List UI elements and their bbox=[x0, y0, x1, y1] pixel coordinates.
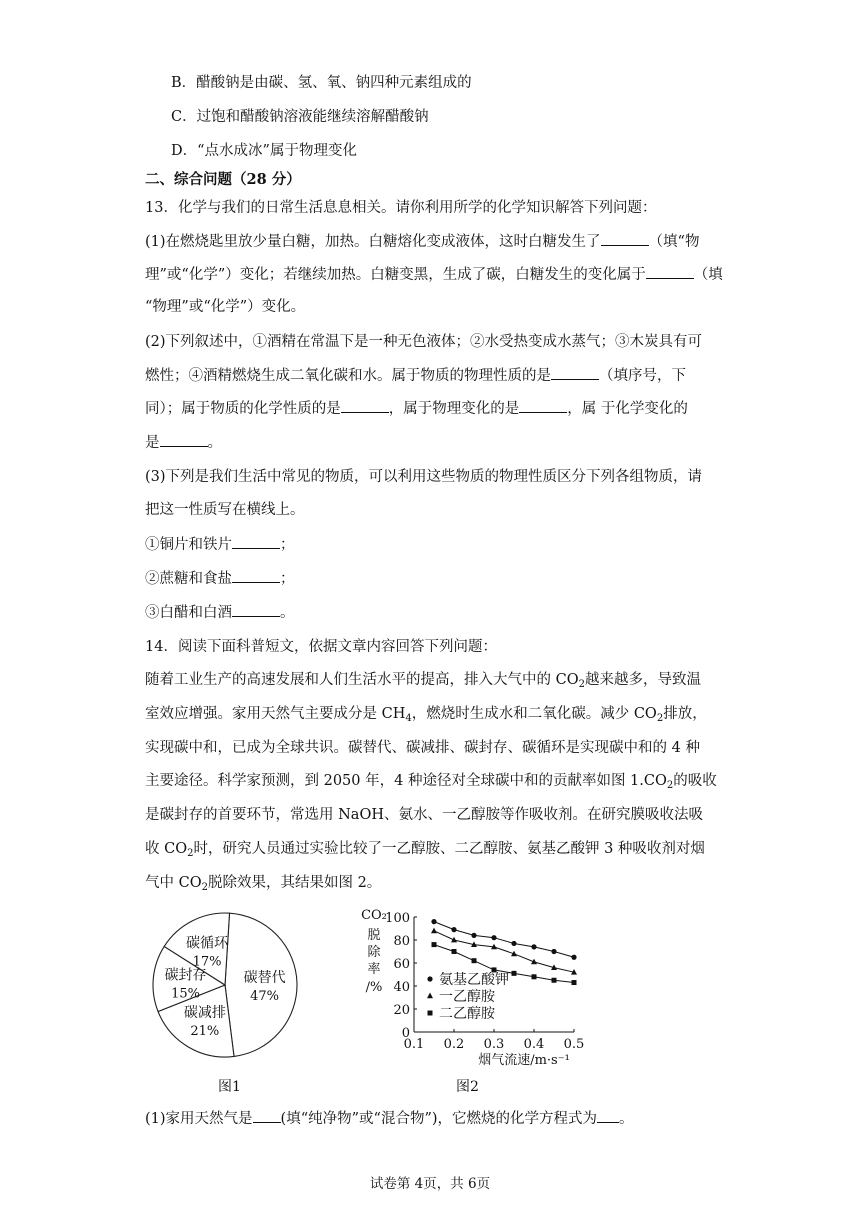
y-tick-label: 100 bbox=[385, 911, 410, 926]
q13-p2-line3: 同）；属于物质的化学性质的是 ，属于物理变化的是 ，属 于化学变化的 bbox=[145, 398, 688, 419]
data-point bbox=[471, 933, 476, 938]
q13-p1-line1: (1)在燃烧匙里放少量白糖，加热。白糖熔化变成液体，这时白糖发生了 （填“物 bbox=[145, 231, 699, 252]
x-axis-label: 烟气流速/m·s⁻¹ bbox=[478, 1053, 570, 1068]
y-tick-label: 0 bbox=[401, 1026, 410, 1041]
q13-item-3: ③白醋和白酒 。 bbox=[145, 602, 295, 623]
page-footer: 试卷第 4页，共 6页 bbox=[369, 1176, 491, 1192]
option-c: C．过饱和醋酸钠溶液能继续溶解醋酸钠 bbox=[171, 109, 429, 125]
data-point bbox=[572, 980, 577, 985]
q14-sub1: (1)家用天然气是 (填“纯净物”或“混合物”)，它燃烧的化学方程式为 。 bbox=[145, 1108, 634, 1129]
q14-passage-line5: 是碳封存的首要环节，常选用 NaOH、氨水、一乙醇胺等作吸收剂。在研究膜吸收法吸 bbox=[145, 807, 703, 823]
answer-blank[interactable] bbox=[597, 1108, 619, 1123]
q14-passage-line2: 室效应增强。家用天然气主要成分是 $CH_4$，燃烧时生成水和二氧化碳。减少 $CO_2$排放， bbox=[145, 706, 707, 724]
y-axis-label: 率 bbox=[367, 962, 381, 977]
answer-blank[interactable] bbox=[253, 1108, 281, 1123]
pie-slice-label: 碳替代 bbox=[243, 969, 286, 986]
q13-item-2: ②蔗糖和食盐 ； bbox=[145, 568, 295, 589]
data-point bbox=[491, 935, 496, 940]
q13-item-1: ①铜片和铁片 ； bbox=[145, 534, 295, 555]
answer-blank[interactable] bbox=[232, 568, 280, 583]
data-point bbox=[451, 937, 457, 943]
pie-slice-label: 碳循环 bbox=[186, 935, 229, 952]
q13-p1-line3: “物理”或“化学”）变化。 bbox=[145, 299, 306, 315]
legend-marker bbox=[428, 1011, 433, 1016]
line-chart-figure-2 bbox=[352, 905, 602, 1070]
option-b: B．醋酸钠是由碳、氢、氧、钠四种元素组成的 bbox=[171, 75, 472, 91]
option-d: D．“点水成冰”属于物理变化 bbox=[171, 143, 357, 159]
answer-blank[interactable] bbox=[519, 398, 567, 413]
answer-blank[interactable] bbox=[160, 432, 208, 447]
q14-passage-line1: 随着工业生产的高速发展和人们生活水平的提高，排入大气中的 $CO_2$越来越多，导致温 bbox=[145, 672, 701, 690]
q14-stem: 14．阅读下面科普短文，依据文章内容回答下列问题： bbox=[145, 639, 497, 655]
q13-p2-line2: 燃性；④酒精燃烧生成二氧化碳和水。属于物质的物理性质的是 （填序号，下 bbox=[145, 365, 686, 386]
data-point bbox=[472, 958, 477, 963]
q14-passage-line7: 气中 $CO_2$脱除效果，其结果如图 2。 bbox=[145, 875, 382, 893]
section-title: 二、综合问题（28 分） bbox=[145, 171, 301, 188]
q13-p3-line1: (3)下列是我们生活中常见的物质，可以利用这些物质的物理性质区分下列各组物质，请 bbox=[145, 469, 703, 485]
data-point bbox=[571, 955, 576, 960]
y-tick-label: 40 bbox=[393, 980, 410, 995]
y-tick-label: 60 bbox=[393, 957, 410, 972]
y-tick-label: 20 bbox=[393, 1003, 410, 1018]
q13-p2-line1: (2)下列叙述中，①酒精在常温下是一种无色液体；②水受热变成水蒸气；③木炭具有可 bbox=[145, 334, 703, 350]
pie-slice-value: 17% bbox=[192, 954, 222, 970]
pie-slice-value: 47% bbox=[250, 988, 280, 1004]
q13-p2-line4: 是 。 bbox=[145, 432, 222, 453]
y-axis-label: CO₂ bbox=[361, 908, 387, 923]
q13-stem: 13．化学与我们的日常生活息息相关。请你利用所学的化学知识解答下列问题： bbox=[145, 200, 657, 216]
y-axis-label: /% bbox=[365, 980, 383, 995]
answer-blank[interactable] bbox=[551, 365, 599, 380]
data-point bbox=[551, 949, 556, 954]
pie-slice-value: 21% bbox=[190, 1024, 220, 1040]
data-point bbox=[512, 971, 517, 976]
data-point bbox=[552, 978, 557, 983]
data-point bbox=[431, 919, 436, 924]
answer-blank[interactable] bbox=[232, 534, 280, 549]
answer-blank[interactable] bbox=[232, 602, 280, 617]
x-tick-label: 0.3 bbox=[483, 1037, 505, 1052]
q13-p1-line2: 理”或“化学”）变化；若继续加热。白糖变黑，生成了碳，白糖发生的变化属于 （填 bbox=[145, 264, 723, 285]
q14-passage-line6: 收 $CO_2$时，研究人员通过实验比较了一乙醇胺、二乙醇胺、氨基乙酸钾 3 种吸收剂对烟 bbox=[145, 841, 705, 859]
legend-label: 二乙醇胺 bbox=[439, 1006, 495, 1022]
q13-p3-line2: 把这一性质写在横线上。 bbox=[145, 502, 305, 518]
data-point bbox=[432, 942, 437, 947]
pie-chart-figure-1 bbox=[140, 905, 310, 1070]
legend-label: 一乙醇胺 bbox=[439, 989, 495, 1005]
legend-label: 氨基乙酸钾 bbox=[439, 972, 509, 988]
data-point bbox=[451, 927, 456, 932]
q14-passage-line3: 实现碳中和，已成为全球共识。碳替代、碳减排、碳封存、碳循环是实现碳中和的 4 种 bbox=[145, 740, 700, 756]
q14-passage-line4: 主要途径。科学家预测，到 2050 年，4 种途径对全球碳中和的贡献率如图 $1.CO_2$的吸收 bbox=[145, 773, 717, 791]
answer-blank[interactable] bbox=[601, 231, 649, 246]
legend-marker bbox=[427, 993, 433, 999]
pie-slice-label: 碳封存 bbox=[164, 967, 207, 984]
y-axis-label: 除 bbox=[367, 945, 381, 960]
legend-marker bbox=[427, 976, 432, 981]
data-point bbox=[531, 944, 536, 949]
x-tick-label: 0.1 bbox=[403, 1037, 425, 1052]
y-tick-label: 80 bbox=[393, 934, 410, 949]
answer-blank[interactable] bbox=[646, 264, 694, 279]
figure-1-caption: 图1 bbox=[218, 1079, 241, 1095]
x-tick-label: 0.2 bbox=[443, 1037, 465, 1052]
pie-slice-value: 15% bbox=[171, 986, 201, 1002]
y-axis-label: 脱 bbox=[367, 928, 381, 943]
data-point bbox=[431, 928, 437, 934]
data-point bbox=[511, 941, 516, 946]
figure-2-caption: 图2 bbox=[456, 1079, 479, 1095]
answer-blank[interactable] bbox=[341, 398, 389, 413]
pie-slice-label: 碳减排 bbox=[183, 1005, 226, 1022]
x-tick-label: 0.5 bbox=[563, 1037, 585, 1052]
data-point bbox=[532, 974, 537, 979]
x-tick-label: 0.4 bbox=[523, 1037, 545, 1052]
data-point bbox=[452, 949, 457, 954]
